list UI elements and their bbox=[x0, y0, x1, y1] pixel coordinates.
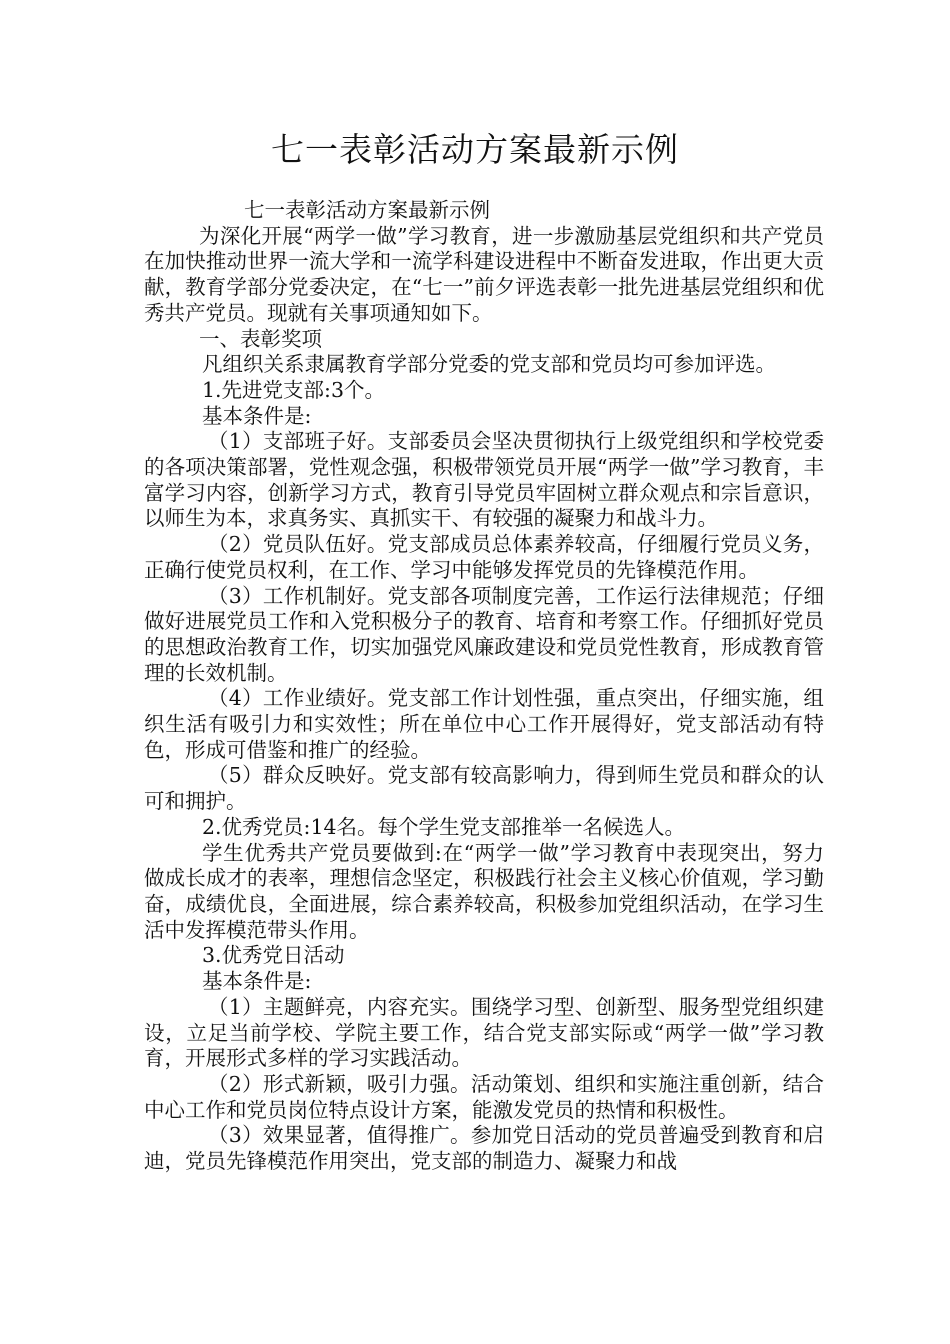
item-advanced-branch: 1.先进党支部:3个。 bbox=[202, 377, 386, 402]
condition-paragraph: （3）工作机制好。党支部各项制度完善，工作运行法律规范；仔细做好进展党员工作和入党积极分子的教育、培育和考察工作。仔细抓好党员的思想政治教育工作，切实加强党风廉政建设和党员党性教育，形成教育管理的长效机制。 bbox=[144, 583, 824, 685]
basic-conditions-label: 基本条件是: bbox=[202, 969, 312, 994]
condition-paragraph: （2）形式新颖，吸引力强。活动策划、组织和实施注重创新，结合中心工作和党员岗位特点设计方案，能激发党员的热情和积极性。 bbox=[144, 1071, 824, 1122]
document-body bbox=[144, 198, 824, 1175]
member-requirements-paragraph: 学生优秀共产党员要做到:在“两学一做”学习教育中表现突出，努力做成长成才的表率，理想信念坚定，积极践行社会主义核心价值观，学习勤奋，成绩优良，全面进展，综合素养较高，积极参加党组织活动，在学习生活中发挥模范带头作用。 bbox=[144, 840, 824, 942]
condition-paragraph: （3）效果显著，值得推广。参加党日活动的党员普遍受到教育和启迪，党员先锋模范作用突出，党支部的制造力、凝聚力和战 bbox=[144, 1123, 824, 1174]
section-heading-awards: 一、表彰奖项 bbox=[199, 326, 322, 351]
condition-paragraph: （5）群众反映好。党支部有较高影响力，得到师生党员和群众的认可和拥护。 bbox=[144, 763, 824, 814]
condition-paragraph: （2）党员队伍好。党支部成员总体素养较高，仔细履行党员义务，正确行使党员权利，在工作、学习中能够发挥党员的先锋模范作用。 bbox=[144, 532, 824, 582]
condition-paragraph: （1）支部班子好。支部委员会坚决贯彻执行上级党组织和学校党委的各项决策部署，党性观念强，积极带领党员开展“两学一做”学习教育，丰富学习内容，创新学习方式，教育引导党员牢固树立群众观点和宗旨意识，以师生为本，求真务实、真抓实干、有较强的凝聚力和战斗力。 bbox=[144, 429, 824, 531]
basic-conditions-label: 基本条件是: bbox=[202, 403, 312, 428]
document-title: 七一表彰活动方案最新示例 bbox=[271, 130, 679, 169]
condition-paragraph: （1）主题鲜亮，内容充实。围绕学习型、创新型、服务型党组织建设，立足当前学校、学院主要工作，结合党支部实际或“两学一做”学习教育，开展形式多样的学习实践活动。 bbox=[144, 994, 824, 1071]
intro-paragraph: 为深化开展“两学一做”学习教育，进一步激励基层党组织和共产党员在加快推动世界一流大学和一流学科建设进程中不断奋发进取，作出更大贡献，教育学部分党委决定，在“七一”前夕评选表彰一批先进基层党组织和优秀共产党员。现就有关事项通知如下。 bbox=[144, 223, 824, 325]
condition-paragraph: （4）工作业绩好。党支部工作计划性强，重点突出，仔细实施，组织生活有吸引力和实效性；所在单位中心工作开展得好，党支部活动有特色，形成可借鉴和推广的经验。 bbox=[144, 686, 824, 762]
eligibility-paragraph: 凡组织关系隶属教育学部分党委的党支部和党员均可参加评选。 bbox=[202, 352, 776, 377]
document-subtitle: 七一表彰活动方案最新示例 bbox=[244, 198, 490, 222]
item-excellent-member: 2.优秀党员:14名。每个学生党支部推举一名候选人。 bbox=[202, 814, 686, 839]
item-party-day-activity: 3.优秀党日活动 bbox=[202, 943, 345, 968]
